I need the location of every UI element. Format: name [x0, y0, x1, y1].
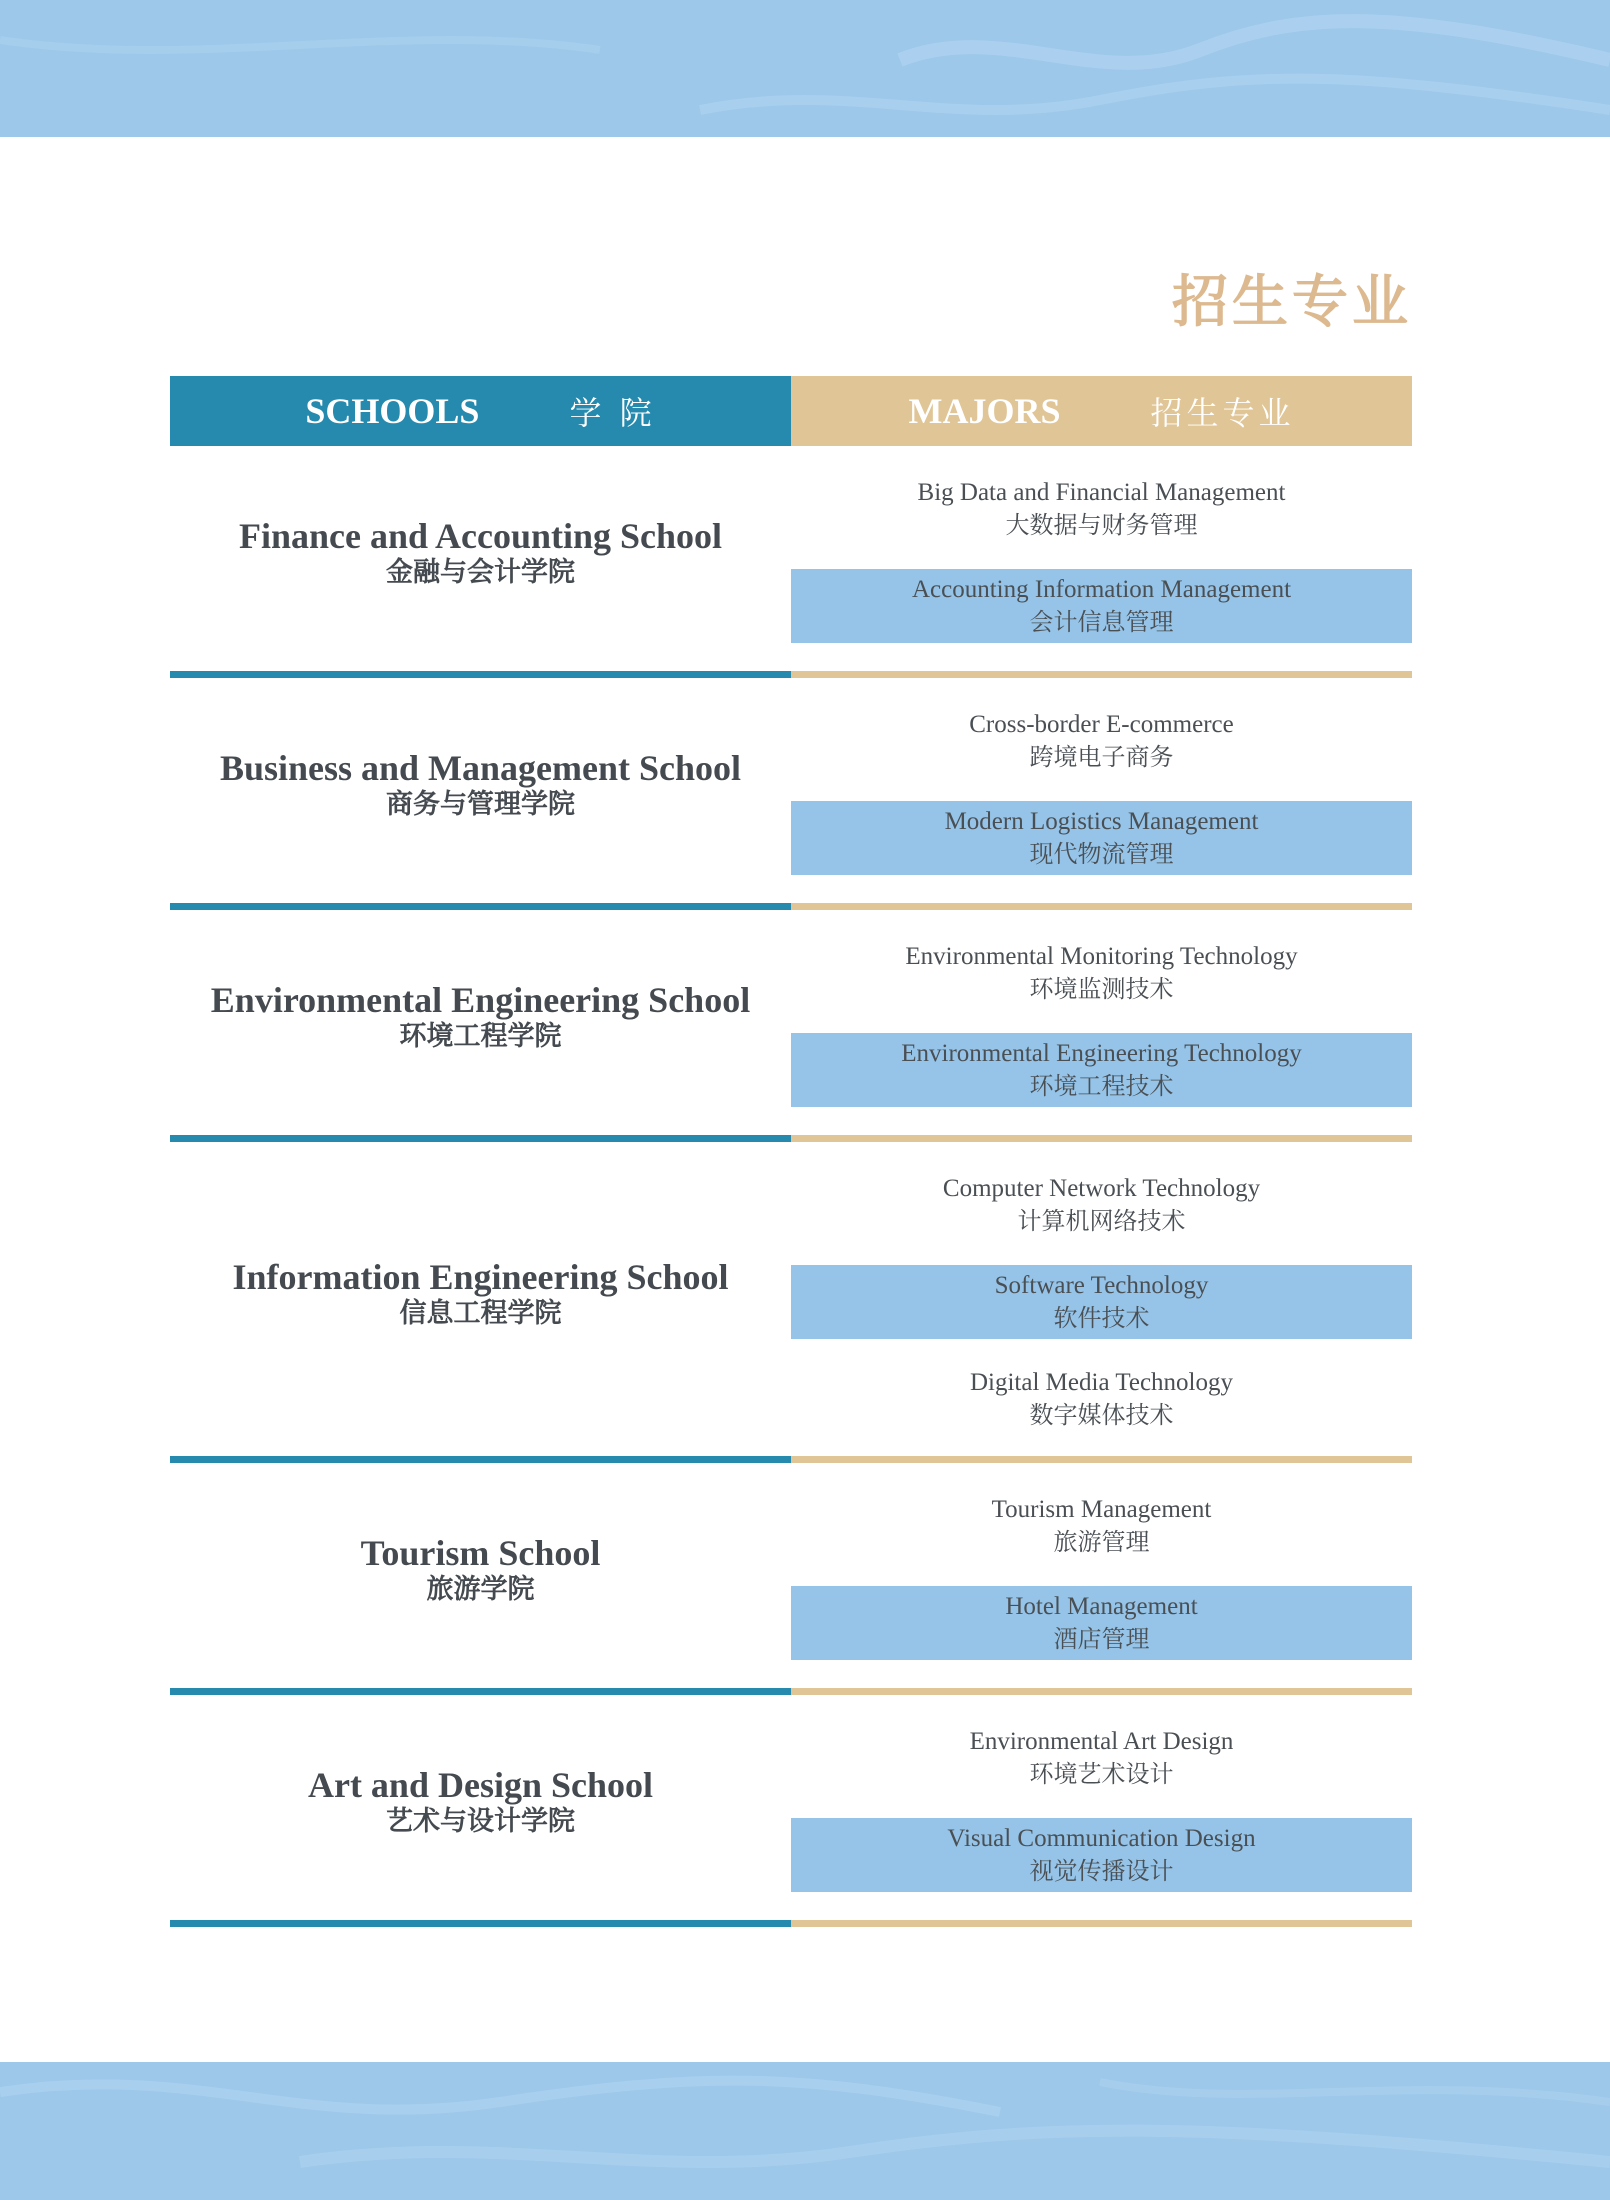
major-name-en: Computer Network Technology: [942, 1175, 1261, 1202]
major-name-zh: 旅游管理: [1053, 1528, 1150, 1556]
majors-cell: [791, 1142, 1412, 1463]
majors-cell: [791, 1695, 1412, 1927]
major-item: [791, 1818, 1412, 1892]
major-name-en: Visual Communication Design: [947, 1825, 1256, 1852]
major-item: [791, 1362, 1412, 1436]
major-name-en: Hotel Management: [1005, 1593, 1198, 1620]
majors-header-en: MAJORS: [908, 391, 1061, 431]
major-name-zh: 软件技术: [1053, 1304, 1150, 1332]
major-item: [791, 1489, 1412, 1563]
schools-header: [170, 376, 791, 446]
school-name-zh: 旅游学院: [426, 1574, 535, 1605]
major-name-zh: 计算机网络技术: [1017, 1207, 1186, 1235]
major-name-zh: 跨境电子商务: [1029, 743, 1174, 771]
schools-header-en: SCHOOLS: [305, 391, 480, 431]
major-name-zh: 环境艺术设计: [1029, 1760, 1174, 1788]
table-row: [170, 910, 1412, 1142]
school-name-en: Information Engineering School: [232, 1256, 729, 1297]
major-item: [791, 1721, 1412, 1795]
school-cell: [170, 678, 791, 910]
majors-header: [791, 376, 1412, 446]
major-name-en: Big Data and Financial Management: [917, 479, 1286, 506]
majors-cell: [791, 446, 1412, 678]
major-name-zh: 环境工程技术: [1029, 1072, 1174, 1100]
major-name-zh: 酒店管理: [1053, 1625, 1150, 1653]
school-name-zh: 商务与管理学院: [386, 789, 575, 820]
table-row: [170, 1463, 1412, 1695]
table-header: [170, 376, 1412, 446]
major-name-en: Environmental Monitoring Technology: [905, 943, 1298, 970]
row-divider: [170, 1688, 1412, 1695]
major-item: [791, 1265, 1412, 1339]
major-name-zh: 视觉传播设计: [1029, 1857, 1174, 1885]
table-row: [170, 1142, 1412, 1463]
table-row: [170, 1695, 1412, 1927]
major-name-en: Environmental Art Design: [969, 1728, 1234, 1755]
school-name-zh: 金融与会计学院: [386, 557, 575, 588]
major-name-en: Cross-border E-commerce: [969, 711, 1234, 738]
row-divider: [170, 671, 1412, 678]
major-name-zh: 现代物流管理: [1029, 840, 1174, 868]
school-cell: [170, 910, 791, 1142]
majors-cell: [791, 1463, 1412, 1695]
top-decorative-band: [0, 0, 1610, 137]
majors-cell: [791, 910, 1412, 1142]
school-name-zh: 信息工程学院: [399, 1297, 562, 1329]
school-name-en: Business and Management School: [219, 748, 742, 788]
row-divider: [170, 1920, 1412, 1927]
major-name-zh: 会计信息管理: [1029, 608, 1174, 636]
school-cell: [170, 1463, 791, 1695]
school-name-zh: 环境工程学院: [399, 1021, 562, 1052]
school-cell: [170, 446, 791, 678]
table-row: [170, 678, 1412, 910]
school-name-en: Finance and Accounting School: [238, 516, 723, 556]
major-name-en: Tourism Management: [991, 1496, 1212, 1523]
major-name-en: Software Technology: [994, 1272, 1209, 1299]
major-name-zh: 环境监测技术: [1029, 975, 1174, 1003]
school-name-en: Art and Design School: [307, 1765, 654, 1805]
major-name-en: Modern Logistics Management: [944, 808, 1259, 835]
schools-header-zh: 学 院: [569, 394, 656, 432]
row-divider: [170, 903, 1412, 910]
major-item: [791, 936, 1412, 1010]
bottom-decorative-band: [0, 2062, 1610, 2200]
major-item: [791, 1586, 1412, 1660]
school-name-zh: 艺术与设计学院: [386, 1806, 575, 1837]
major-item: [791, 1033, 1412, 1107]
major-name-zh: 数字媒体技术: [1029, 1401, 1174, 1429]
major-item: [791, 472, 1412, 546]
wave-pattern: [0, 0, 1610, 137]
wave-pattern: [0, 2062, 1610, 2200]
major-item: [791, 569, 1412, 643]
row-divider: [170, 1456, 1412, 1463]
majors-header-zh: 招生专业: [1150, 394, 1295, 432]
major-name-en: Digital Media Technology: [969, 1369, 1233, 1396]
major-name-en: Accounting Information Management: [911, 576, 1292, 603]
majors-cell: [791, 678, 1412, 910]
major-item: [791, 801, 1412, 875]
school-name-en: Environmental Engineering School: [210, 980, 751, 1020]
table-row: [170, 446, 1412, 678]
school-cell: [170, 1695, 791, 1927]
row-divider: [170, 1135, 1412, 1142]
major-item: [791, 1168, 1412, 1242]
school-cell: [170, 1142, 791, 1463]
major-name-en: Environmental Engineering Technology: [901, 1040, 1302, 1067]
page-title: 招生专业: [1172, 270, 1412, 335]
school-name-en: Tourism School: [360, 1533, 601, 1573]
major-name-zh: 大数据与财务管理: [1005, 511, 1198, 539]
schools-majors-table: [170, 376, 1412, 1927]
major-item: [791, 704, 1412, 778]
